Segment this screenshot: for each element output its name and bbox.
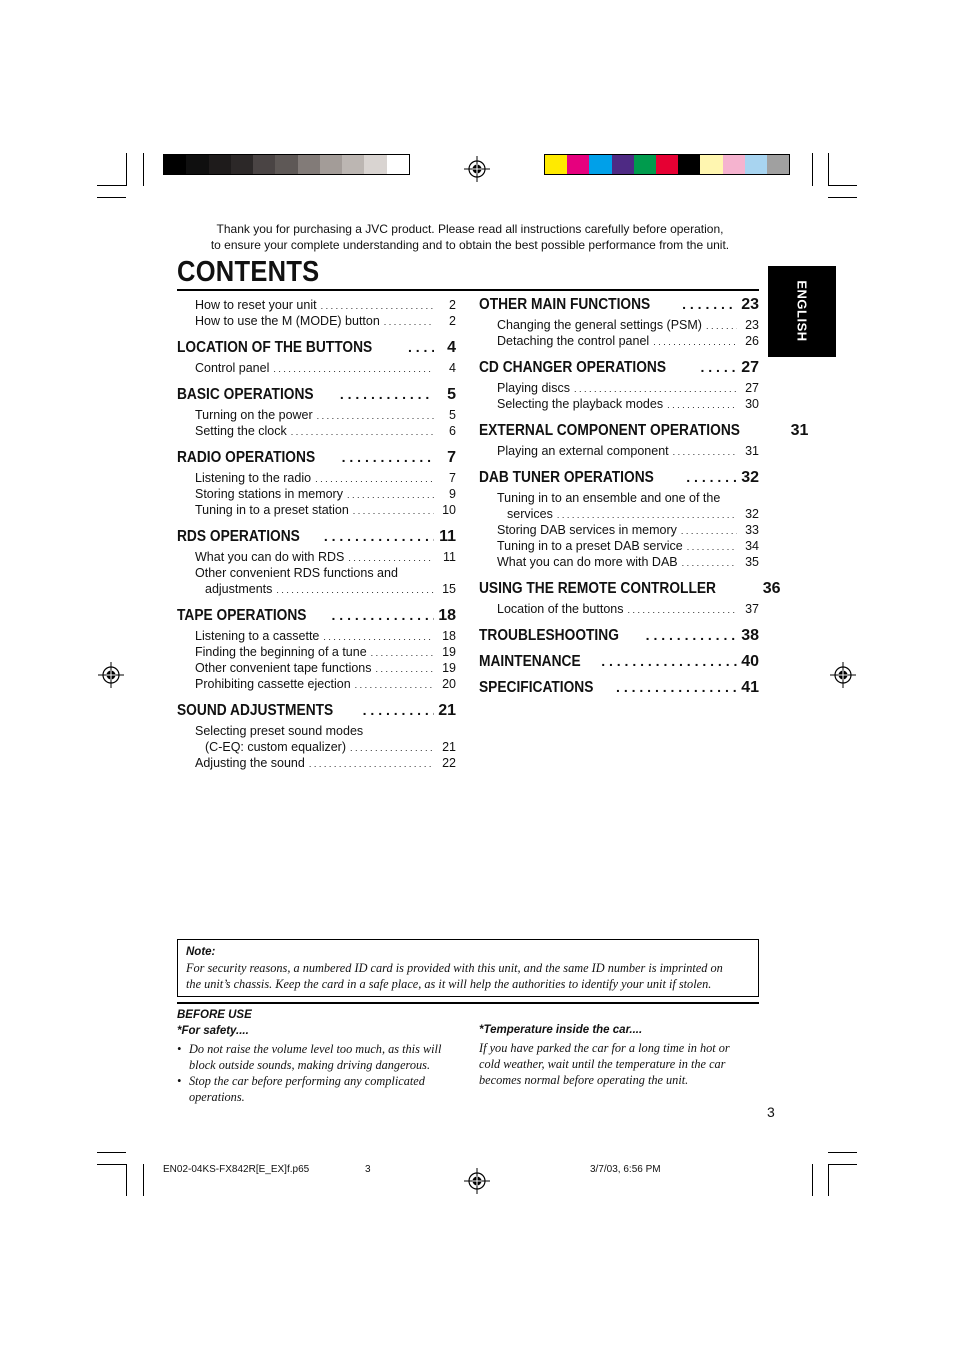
- toc-leader: [315, 471, 434, 485]
- language-tab-label: ENGLISH: [794, 280, 810, 342]
- color-swatch: [387, 155, 409, 174]
- toc-section-page: 18: [438, 607, 456, 624]
- toc-section-title: USING THE REMOTE CONTROLLER: [479, 580, 716, 597]
- toc-entry-page: 15: [442, 582, 456, 596]
- registration-mark-icon: [830, 662, 856, 688]
- temperature-line: cold weather, wait until the temperature in the car: [479, 1057, 726, 1071]
- toc-entry-text: (C-EQ: custom equalizer): [205, 740, 347, 754]
- toc-section-heading: [479, 469, 759, 491]
- color-swatch: [700, 155, 722, 174]
- toc-entry-page: 32: [745, 507, 759, 521]
- toc-entry: [177, 566, 456, 582]
- toc-leader: [348, 550, 434, 564]
- toc-section-page: 5: [447, 386, 456, 403]
- toc-section-page: 23: [741, 296, 759, 313]
- toc-entry-text: services: [507, 507, 553, 521]
- toc-entry: [479, 491, 759, 507]
- toc-section: [177, 607, 456, 693]
- toc-leader: [276, 582, 434, 596]
- toc-entry-text: Tuning in to a preset DAB service: [497, 539, 683, 553]
- toc-entry-page: 33: [745, 523, 759, 537]
- toc-entry: [177, 677, 456, 693]
- toc-entry-text: Other convenient tape functions: [195, 661, 372, 675]
- footer-filename: EN02-04KS-FX842R[E_EX]f.p65: [163, 1164, 310, 1175]
- toc-entry-text: adjustments: [205, 582, 273, 596]
- toc-section-title: LOCATION OF THE BUTTONS: [177, 339, 373, 356]
- toc-leader: [686, 469, 737, 487]
- toc-entry-page: 18: [442, 629, 456, 643]
- color-swatch: [612, 155, 634, 174]
- language-tab: [768, 266, 836, 357]
- color-swatch: [253, 155, 275, 174]
- color-swatch: [745, 155, 767, 174]
- toc-entry-text: What you can do with RDS: [195, 550, 345, 564]
- toc-entry: [177, 314, 456, 330]
- toc-section: [479, 296, 759, 350]
- toc-entry: [177, 724, 456, 740]
- toc-entry-text: Setting the clock: [195, 424, 287, 438]
- section-divider: [177, 1002, 759, 1004]
- safety-item-line: operations.: [189, 1090, 245, 1104]
- toc-leader: [371, 645, 434, 659]
- toc-leader: [616, 679, 737, 697]
- safety-item-line: block outside sounds, making driving dangerous.: [189, 1058, 431, 1072]
- toc-entry-text: Changing the general settings (PSM): [497, 318, 702, 332]
- safety-item: • Do not raise the volume level too much, as this will block outside sounds, making driving dangerous.: [177, 1041, 462, 1073]
- toc-entry-text: Turning on the power: [195, 408, 313, 422]
- toc-leader: [321, 298, 434, 312]
- color-swatch: [164, 155, 186, 174]
- toc-leader: [317, 408, 434, 422]
- toc-section-page: 36: [762, 580, 781, 597]
- toc-entry-text: Selecting the playback modes: [497, 397, 664, 411]
- safety-heading: *For safety....: [177, 1025, 249, 1037]
- color-swatch: [209, 155, 231, 174]
- color-swatch: [767, 155, 789, 174]
- toc-entry: [177, 756, 456, 772]
- toc-section-heading: [479, 296, 759, 318]
- color-swatch: [342, 155, 364, 174]
- toc-section-heading: [479, 422, 809, 444]
- toc-entry: [177, 298, 456, 314]
- toc-entry-page: 30: [745, 397, 759, 411]
- toc-leader: [309, 756, 434, 770]
- color-swatch: [678, 155, 700, 174]
- toc-leader: [273, 361, 434, 375]
- toc-entry: [177, 629, 456, 645]
- toc-leader: [627, 602, 737, 616]
- toc-section-title: BASIC OPERATIONS: [177, 386, 314, 403]
- toc-leader: [687, 539, 737, 553]
- toc-entry-text: Storing DAB services in memory: [497, 523, 677, 537]
- toc-leader: [701, 359, 738, 377]
- toc-leader: [653, 334, 737, 348]
- toc-section-heading: [479, 580, 781, 602]
- toc-section: [479, 653, 759, 675]
- toc-leader: [384, 314, 434, 328]
- temperature-text: [479, 1040, 759, 1088]
- toc-leader: [682, 296, 737, 314]
- intro-line: to ensure your complete understanding and to obtain the best possible performance from the unit.: [210, 238, 730, 252]
- toc-entry: [177, 471, 456, 487]
- intro-text: [160, 221, 780, 253]
- color-swatch: [275, 155, 297, 174]
- toc-section-page: 27: [741, 359, 759, 376]
- color-swatch: [634, 155, 656, 174]
- toc-section-title: OTHER MAIN FUNCTIONS: [479, 296, 651, 313]
- note-label: Note:: [186, 946, 216, 958]
- toc-section: [177, 339, 456, 377]
- toc-leader: [681, 523, 737, 537]
- registration-mark-icon: [98, 662, 124, 688]
- toc-leader: [706, 318, 737, 332]
- toc-entry-page: 26: [745, 334, 759, 348]
- toc-entry-page: 11: [443, 550, 456, 564]
- toc-section: [177, 386, 456, 440]
- page-number: 3: [767, 1104, 775, 1120]
- toc-entry-page: 35: [745, 555, 759, 569]
- toc-section: [479, 679, 759, 701]
- color-calibration-bar: [544, 154, 790, 175]
- toc-entry-page: 2: [449, 298, 456, 312]
- toc-leader: [353, 503, 434, 517]
- toc-entry-text: How to use the M (MODE) button: [195, 314, 380, 328]
- toc-section-page: 7: [447, 449, 456, 466]
- toc-section-heading: [479, 359, 759, 381]
- temperature-line: If you have parked the car for a long time in hot or: [479, 1041, 730, 1055]
- note-box: [177, 939, 759, 997]
- color-swatch: [656, 155, 678, 174]
- toc-entry-page: 22: [442, 756, 456, 770]
- toc-entry-page: 19: [442, 645, 456, 659]
- toc-entry: [479, 507, 759, 523]
- toc-entry-page: 9: [449, 487, 456, 501]
- toc-section-heading: [177, 607, 456, 629]
- toc-entry-page: 7: [449, 471, 456, 485]
- footer-page: 3: [365, 1164, 371, 1175]
- toc-section-heading: [177, 386, 456, 408]
- toc-entry-page: 23: [745, 318, 759, 332]
- note-line: the unit’s chassis. Keep the card in a safe place, as it will help the authorities to identify your unit if stolen.: [186, 977, 712, 991]
- toc-entry-page: 10: [442, 503, 456, 517]
- toc-leader: [376, 661, 434, 675]
- toc-leader: [601, 653, 737, 671]
- toc-entry-text: Playing discs: [497, 381, 570, 395]
- toc-leader: [363, 702, 434, 720]
- toc-entry-text: Other convenient RDS functions and: [195, 566, 398, 580]
- toc-entry-text: Finding the beginning of a tune: [195, 645, 367, 659]
- color-swatch: [545, 155, 567, 174]
- toc-entry: [479, 523, 759, 539]
- toc-section-title: RDS OPERATIONS: [177, 528, 300, 545]
- toc-section: [479, 580, 781, 618]
- toc-entry: [479, 444, 759, 460]
- toc-entry-text: Tuning in to a preset station: [195, 503, 349, 517]
- toc-section-page: 40: [741, 653, 759, 670]
- temperature-line: becomes normal before operating the unit.: [479, 1073, 689, 1087]
- toc-entry-text: Tuning in to an ensemble and one of the: [497, 491, 721, 505]
- toc-entry-text: Location of the buttons: [497, 602, 624, 616]
- toc-leader: [291, 424, 434, 438]
- toc-section-title: DAB TUNER OPERATIONS: [479, 469, 654, 486]
- toc-entry-page: 20: [442, 677, 456, 691]
- color-swatch: [298, 155, 320, 174]
- toc-section-title: SOUND ADJUSTMENTS: [177, 702, 334, 719]
- toc-section-page: 32: [741, 469, 759, 486]
- toc-leader: [557, 507, 737, 521]
- toc-entry-text: Storing stations in memory: [195, 487, 343, 501]
- toc-entry-text: Detaching the control panel: [497, 334, 650, 348]
- toc-section: [479, 627, 759, 649]
- toc-entry: [177, 740, 456, 756]
- toc-section-page: 11: [439, 528, 456, 545]
- toc-entry-text: Listening to a cassette: [195, 629, 320, 643]
- toc-entry: [177, 361, 456, 377]
- toc-entry: [177, 582, 456, 598]
- toc-entry-text: Adjusting the sound: [195, 756, 305, 770]
- toc-leader: [673, 444, 737, 458]
- safety-item: • Stop the car before performing any complicated operations.: [177, 1073, 462, 1105]
- toc-section: [177, 528, 456, 598]
- toc-section-title: TAPE OPERATIONS: [177, 607, 307, 624]
- toc-section-heading: [479, 679, 759, 701]
- toc-leader: [355, 677, 434, 691]
- toc-entry: [479, 334, 759, 350]
- toc-leader: [332, 607, 434, 625]
- toc-entry-page: 21: [442, 740, 456, 754]
- before-use-heading: BEFORE USE: [177, 1009, 252, 1021]
- toc-entry: [479, 381, 759, 397]
- toc-entry-page: 4: [449, 361, 456, 375]
- toc-section-title: SPECIFICATIONS: [479, 679, 594, 696]
- toc-entry-page: 37: [745, 602, 759, 616]
- toc-section: [177, 449, 456, 519]
- toc-leader: [340, 386, 434, 404]
- toc-entry: [177, 487, 456, 503]
- toc-entry: [479, 555, 759, 571]
- toc-section: [177, 298, 456, 330]
- toc-entry-text: Listening to the radio: [195, 471, 312, 485]
- toc-section-heading: [177, 449, 456, 471]
- toc-leader: [324, 528, 434, 546]
- color-swatch: [567, 155, 589, 174]
- toc-entry-text: What you can do more with DAB: [497, 555, 678, 569]
- color-swatch: [589, 155, 611, 174]
- toc-leader: [347, 487, 434, 501]
- toc-section-page: 41: [741, 679, 759, 696]
- toc-leader: [323, 629, 434, 643]
- toc-entry: [177, 550, 456, 566]
- toc-section-page: 21: [438, 702, 456, 719]
- toc-leader: [408, 339, 434, 357]
- toc-section-page: 38: [741, 627, 759, 644]
- toc-leader: [682, 555, 737, 569]
- toc-section: [479, 359, 759, 413]
- intro-line: Thank you for purchasing a JVC product. Please read all instructions carefully before operation,: [216, 222, 724, 236]
- toc-entry-text: Prohibiting cassette ejection: [195, 677, 351, 691]
- note-line: For security reasons, a numbered ID card is provided with this unit, and the same ID number is imprinted on: [186, 961, 723, 975]
- safety-item-line: Stop the car before performing any complicated: [189, 1074, 425, 1088]
- title-divider: [177, 289, 759, 291]
- toc-section: [479, 422, 809, 460]
- grayscale-calibration-bar: [163, 154, 410, 175]
- registration-mark-icon: [464, 1168, 490, 1194]
- toc-entry-text: Control panel: [195, 361, 270, 375]
- toc-section-title: RADIO OPERATIONS: [177, 449, 316, 466]
- color-swatch: [320, 155, 342, 174]
- toc-section-heading: [177, 702, 456, 724]
- color-swatch: [364, 155, 386, 174]
- toc-section-heading: [479, 627, 759, 649]
- toc-section-page: 4: [447, 339, 456, 356]
- toc-entry: [479, 602, 759, 618]
- toc-section-title: TROUBLESHOOTING: [479, 627, 619, 644]
- temperature-heading: *Temperature inside the car....: [479, 1024, 643, 1036]
- toc-section-title: EXTERNAL COMPONENT OPERATIONS: [479, 422, 740, 439]
- toc-section-title: MAINTENANCE: [479, 653, 581, 670]
- toc-entry: [479, 318, 759, 334]
- toc-entry: [177, 503, 456, 519]
- toc-entry: [177, 424, 456, 440]
- registration-mark-icon: [464, 156, 490, 182]
- safety-item-line: Do not raise the volume level too much, as this will: [189, 1042, 442, 1056]
- toc-leader: [667, 397, 737, 411]
- toc-entry-page: 6: [449, 424, 456, 438]
- toc-section: [479, 469, 759, 571]
- toc-section-heading: [479, 653, 759, 675]
- toc-section-heading: [177, 339, 456, 361]
- page-title: CONTENTS: [177, 256, 320, 288]
- toc-entry: [479, 539, 759, 555]
- footer-date: 3/7/03, 6:56 PM: [590, 1164, 661, 1175]
- toc-entry: [177, 661, 456, 677]
- toc-entry-page: 34: [745, 539, 759, 553]
- toc-entry-page: 27: [745, 381, 759, 395]
- color-swatch: [231, 155, 253, 174]
- toc-entry-text: How to reset your unit: [195, 298, 317, 312]
- toc-left-column: [177, 298, 456, 772]
- toc-entry: [177, 645, 456, 661]
- toc-entry-text: Playing an external component: [497, 444, 669, 458]
- toc-leader: [646, 627, 737, 645]
- toc-entry-text: Selecting preset sound modes: [195, 724, 364, 738]
- toc-leader: [574, 381, 737, 395]
- toc-entry: [479, 397, 759, 413]
- toc-entry: [177, 408, 456, 424]
- toc-entry-page: 31: [745, 444, 759, 458]
- toc-leader: [350, 740, 434, 754]
- color-swatch: [723, 155, 745, 174]
- toc-section-title: CD CHANGER OPERATIONS: [479, 359, 667, 376]
- toc-entry-page: 19: [442, 661, 456, 675]
- toc-section: [177, 702, 456, 772]
- toc-entry-page: 2: [449, 314, 456, 328]
- toc-leader: [342, 449, 434, 467]
- toc-section-heading: [177, 528, 456, 550]
- toc-section-page: 31: [790, 422, 809, 439]
- color-swatch: [186, 155, 208, 174]
- toc-entry-page: 5: [449, 408, 456, 422]
